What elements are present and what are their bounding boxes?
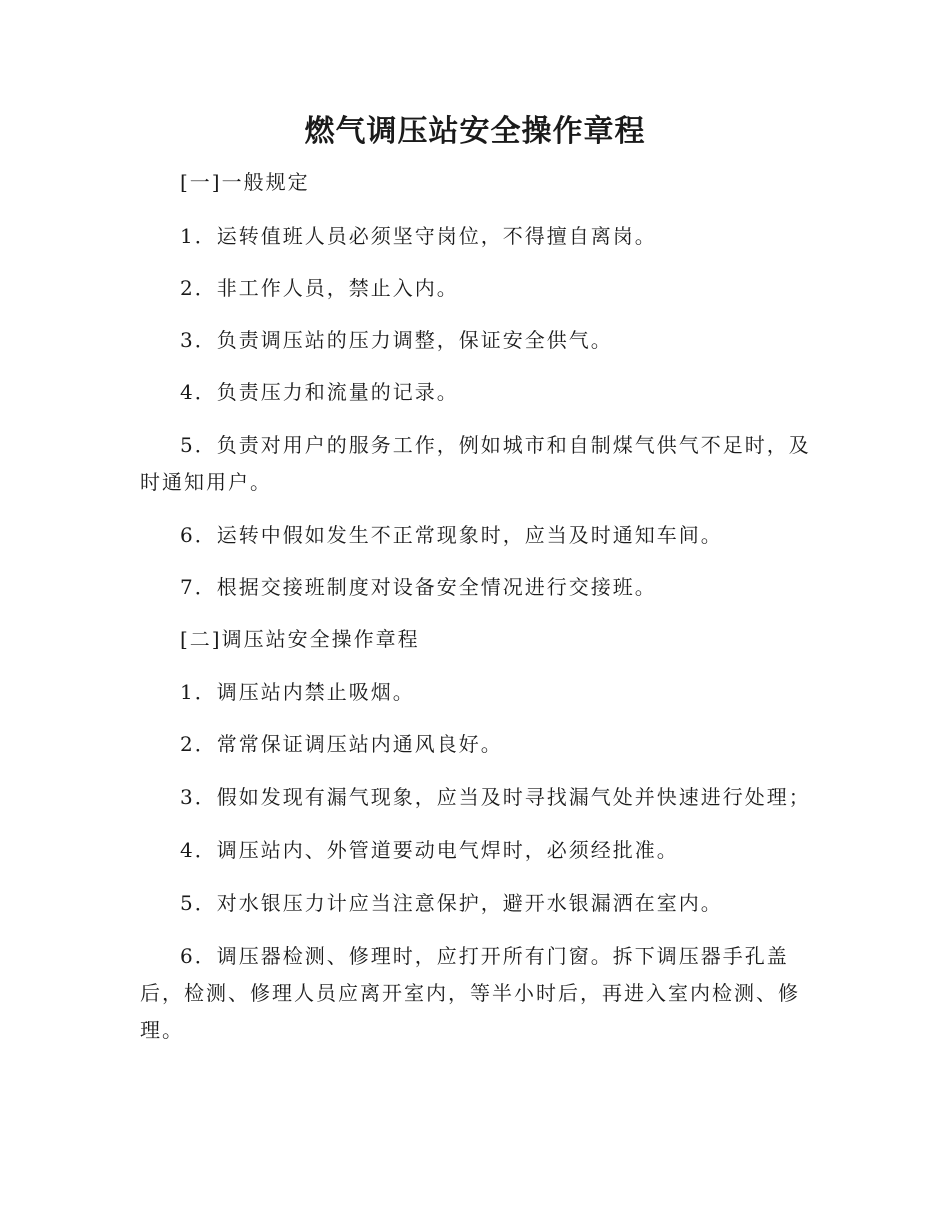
paragraph-operation-6-end: 理。 — [140, 1018, 184, 1042]
paragraph-general-2: 2．非工作人员，禁止入内。 — [180, 276, 459, 300]
paragraph-general-4: 4．负责压力和流量的记录。 — [180, 380, 459, 404]
paragraph-general-5-cont: 时通知用户。 — [140, 470, 272, 494]
paragraph-operation-6-cont: 后，检测、修理人员应离开室内，等半小时后，再进入室内检测、修 — [140, 981, 800, 1005]
paragraph-operation-2: 2．常常保证调压站内通风良好。 — [180, 732, 503, 756]
paragraph-general-3: 3．负责调压站的压力调整，保证安全供气。 — [180, 328, 613, 352]
page-title: 燃气调压站安全操作章程 — [304, 114, 646, 149]
paragraph-general-6: 6．运转中假如发生不正常现象时，应当及时通知车间。 — [180, 523, 723, 547]
paragraph-operation-5: 5．对水银压力计应当注意保护，避开水银漏洒在室内。 — [180, 891, 723, 915]
section-heading-operation: [二]调压站安全操作章程 — [180, 627, 420, 651]
paragraph-general-5: 5．负责对用户的服务工作，例如城市和自制煤气供气不足时，及 — [180, 433, 811, 457]
paragraph-general-1: 1．运转值班人员必须坚守岗位，不得擅自离岗。 — [180, 224, 657, 248]
paragraph-operation-1: 1．调压站内禁止吸烟。 — [180, 680, 415, 704]
paragraph-operation-3: 3．假如发现有漏气现象，应当及时寻找漏气处并快速进行处理； — [180, 785, 811, 809]
section-heading-general: [一]一般规定 — [180, 170, 310, 194]
paragraph-general-7: 7．根据交接班制度对设备安全情况进行交接班。 — [180, 575, 657, 599]
paragraph-operation-6: 6．调压器检测、修理时，应打开所有门窗。拆下调压器手孔盖 — [180, 944, 789, 968]
paragraph-operation-4: 4．调压站内、外管道要动电气焊时，必须经批准。 — [180, 838, 679, 862]
